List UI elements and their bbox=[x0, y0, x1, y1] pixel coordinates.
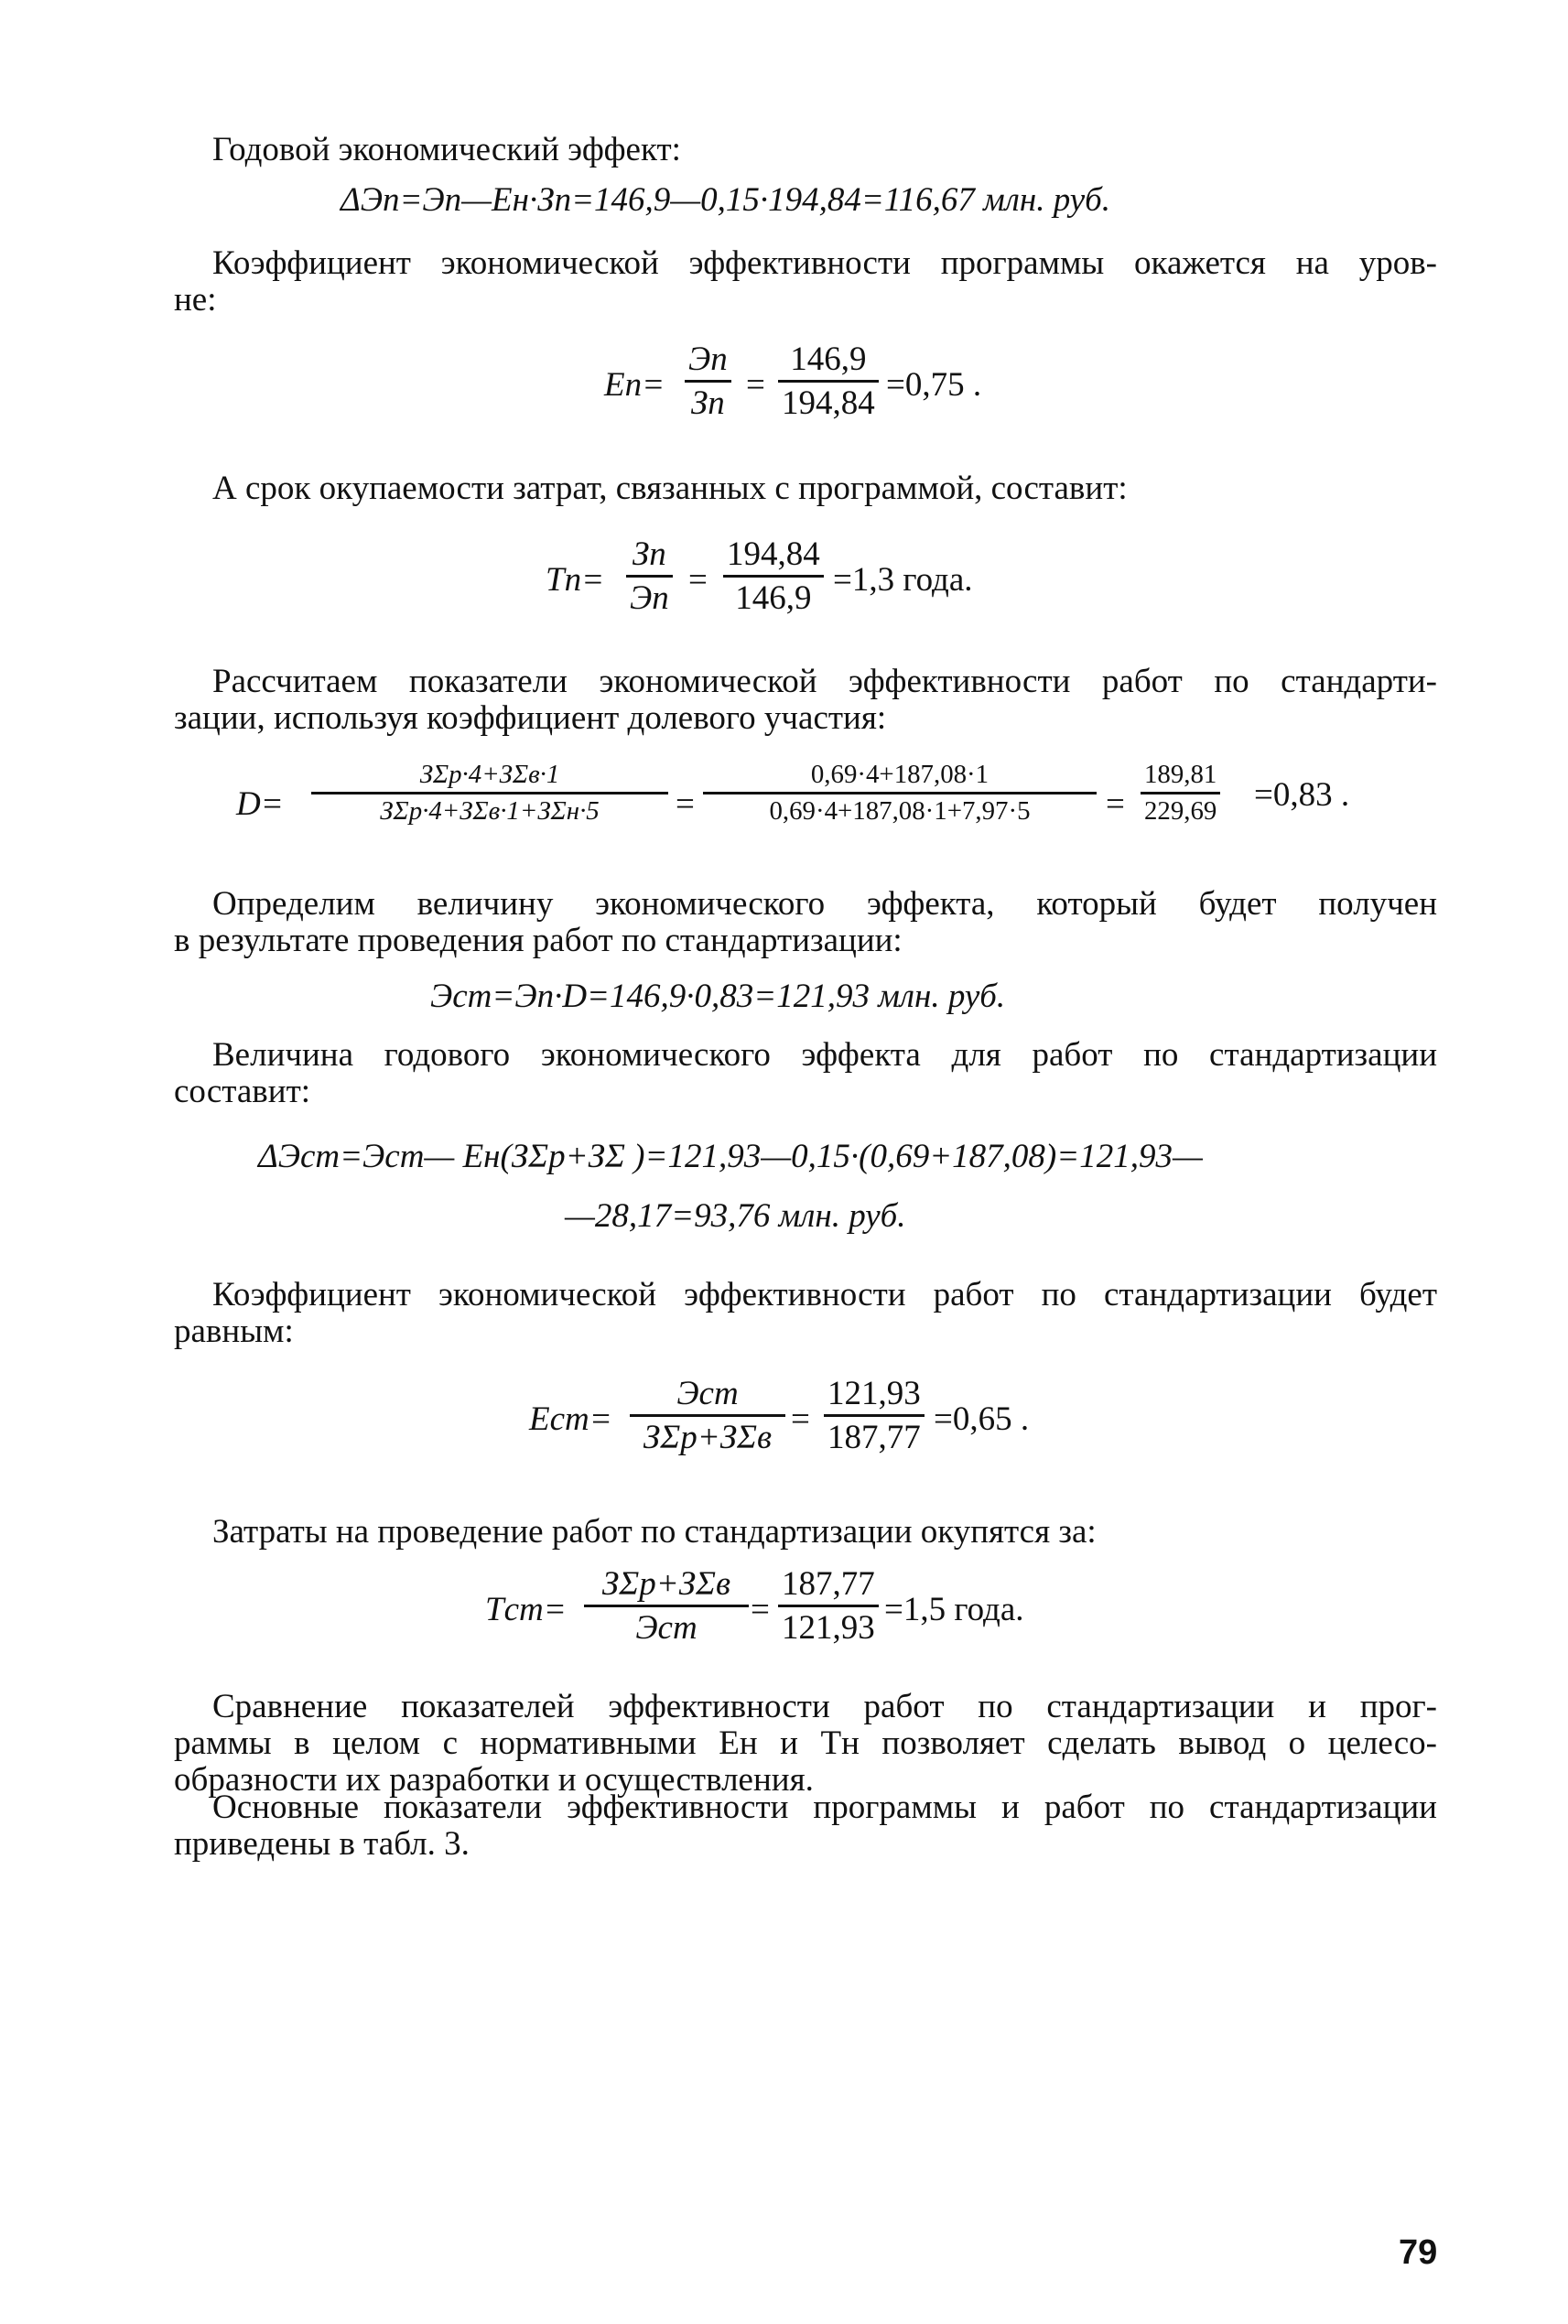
fraction-tst-symbolic bbox=[584, 1567, 749, 1645]
text-line: Коэффициент экономической эффективности программы окажется на уров- bbox=[212, 244, 1437, 282]
text-line: Определим величину экономического эффекта, который будет получен bbox=[212, 885, 1437, 923]
denominator: 0,69·4+187,08·1+7,97·5 bbox=[703, 792, 1097, 825]
fraction-t-numeric bbox=[723, 537, 824, 615]
formula-d-lhs: D= bbox=[236, 785, 284, 823]
fraction-d-numeric bbox=[703, 762, 1097, 825]
text-line: Рассчитаем показатели экономической эффективности работ по стандарти- bbox=[212, 663, 1437, 700]
text-line: Основные показатели эффективности программы и работ по стандартизации bbox=[212, 1789, 1437, 1826]
text-standardization-indicators bbox=[174, 664, 1437, 737]
text-line: Величина годового экономического эффекта для работ по стандартизации bbox=[212, 1036, 1437, 1074]
formula-t-lhs: Tп= bbox=[546, 561, 605, 599]
text-line: образности их разработки и осуществления. bbox=[174, 1761, 814, 1799]
text-annual-effect-intro: Годовой экономический эффект: bbox=[212, 131, 681, 168]
formula-standardization-effect: Эст=Эп·D=146,9·0,83=121,93 млн. руб. bbox=[430, 978, 1006, 1015]
result-est: =0,65 . bbox=[934, 1400, 1030, 1438]
text-main-indicators bbox=[174, 1789, 1437, 1863]
fraction-est-symbolic bbox=[630, 1377, 785, 1454]
text-annual-effect-standardization bbox=[174, 1037, 1437, 1110]
fraction-t-symbolic bbox=[626, 537, 673, 615]
numerator: Эст bbox=[676, 1375, 739, 1412]
formula-annual-effect: ΔЭп=Эп—Ен·Зп=146,9—0,15·194,84=116,67 млн. руб. bbox=[341, 181, 1111, 219]
denominator: 146,9 bbox=[723, 575, 824, 615]
text-payback-standardization: Затраты на проведение работ по стандартизации окупятся за: bbox=[212, 1513, 1097, 1551]
text-line: в результате проведения работ по стандартизации: bbox=[174, 922, 903, 959]
numerator: ЗΣр+ЗΣв bbox=[601, 1565, 731, 1603]
fraction-e-symbolic bbox=[685, 342, 731, 420]
text-line: составит: bbox=[174, 1073, 311, 1110]
text-line: Сравнение показателей эффективности работ по стандартизации и прог- bbox=[212, 1688, 1437, 1725]
equals-sign: = bbox=[746, 366, 765, 404]
equals-sign: = bbox=[791, 1400, 810, 1438]
formula-delta-effect-line2: —28,17=93,76 млн. руб. bbox=[565, 1197, 906, 1235]
text-line: Коэффициент экономической эффективности работ по стандартизации будет bbox=[212, 1276, 1437, 1313]
equals-sign: = bbox=[1106, 785, 1125, 823]
numerator: 194,84 bbox=[727, 535, 820, 573]
formula-tst-lhs: Tст= bbox=[485, 1591, 567, 1628]
numerator: 146,9 bbox=[790, 340, 867, 378]
numerator: 187,77 bbox=[782, 1565, 875, 1603]
fraction-e-numeric bbox=[778, 342, 879, 420]
denominator: 194,84 bbox=[778, 380, 879, 420]
result-e: =0,75 . bbox=[886, 366, 982, 404]
fraction-d-result bbox=[1141, 762, 1220, 825]
fraction-est-numeric bbox=[824, 1377, 925, 1454]
formula-est-lhs: Eст= bbox=[529, 1400, 612, 1438]
numerator: Зп bbox=[632, 535, 666, 573]
numerator: Эп bbox=[688, 340, 728, 378]
fraction-d-symbolic bbox=[311, 762, 668, 825]
denominator: Зп bbox=[685, 380, 731, 420]
numerator: ЗΣр·4+ЗΣв·1 bbox=[419, 760, 560, 789]
text-line: равным: bbox=[174, 1313, 294, 1350]
text-line: не: bbox=[174, 281, 217, 319]
text-line: раммы в целом с нормативными Eн и Tн позволяет сделать вывод о целесо- bbox=[174, 1724, 1437, 1762]
numerator: 121,93 bbox=[827, 1375, 921, 1412]
numerator: 0,69·4+187,08·1 bbox=[810, 760, 989, 789]
text-comparison bbox=[174, 1689, 1437, 1799]
equals-sign: = bbox=[751, 1591, 770, 1628]
denominator: ЗΣр·4+ЗΣв·1+ЗΣн·5 bbox=[311, 792, 668, 825]
page-number: 79 bbox=[1399, 2233, 1438, 2272]
text-line: зации, используя коэффициент долевого участия: bbox=[174, 699, 887, 737]
result-t: =1,3 года. bbox=[833, 561, 973, 599]
numerator: 189,81 bbox=[1144, 760, 1217, 789]
text-line: приведены в табл. 3. bbox=[174, 1825, 470, 1863]
denominator: 229,69 bbox=[1141, 792, 1220, 825]
formula-delta-effect-line1: ΔЭст=Эст— Eн(ЗΣр+ЗΣ )=121,93—0,15·(0,69+187,08)=121,93— bbox=[258, 1138, 1203, 1175]
denominator: 121,93 bbox=[778, 1605, 879, 1645]
denominator: ЗΣр+ЗΣв bbox=[630, 1414, 785, 1454]
text-standardization-coefficient bbox=[174, 1277, 1437, 1350]
denominator: Эст bbox=[584, 1605, 749, 1645]
text-payback-intro: А срок окупаемости затрат, связанных с программой, составит: bbox=[212, 470, 1128, 507]
formula-e-lhs: Eп= bbox=[604, 366, 665, 404]
result-tst: =1,5 года. bbox=[884, 1591, 1024, 1628]
denominator: 187,77 bbox=[824, 1414, 925, 1454]
text-efficiency-coefficient bbox=[174, 245, 1437, 319]
result-d: =0,83 . bbox=[1254, 776, 1350, 814]
equals-sign: = bbox=[688, 561, 708, 599]
equals-sign: = bbox=[676, 785, 695, 823]
text-economic-effect bbox=[174, 886, 1437, 959]
denominator: Эп bbox=[626, 575, 673, 615]
fraction-tst-numeric bbox=[778, 1567, 879, 1645]
